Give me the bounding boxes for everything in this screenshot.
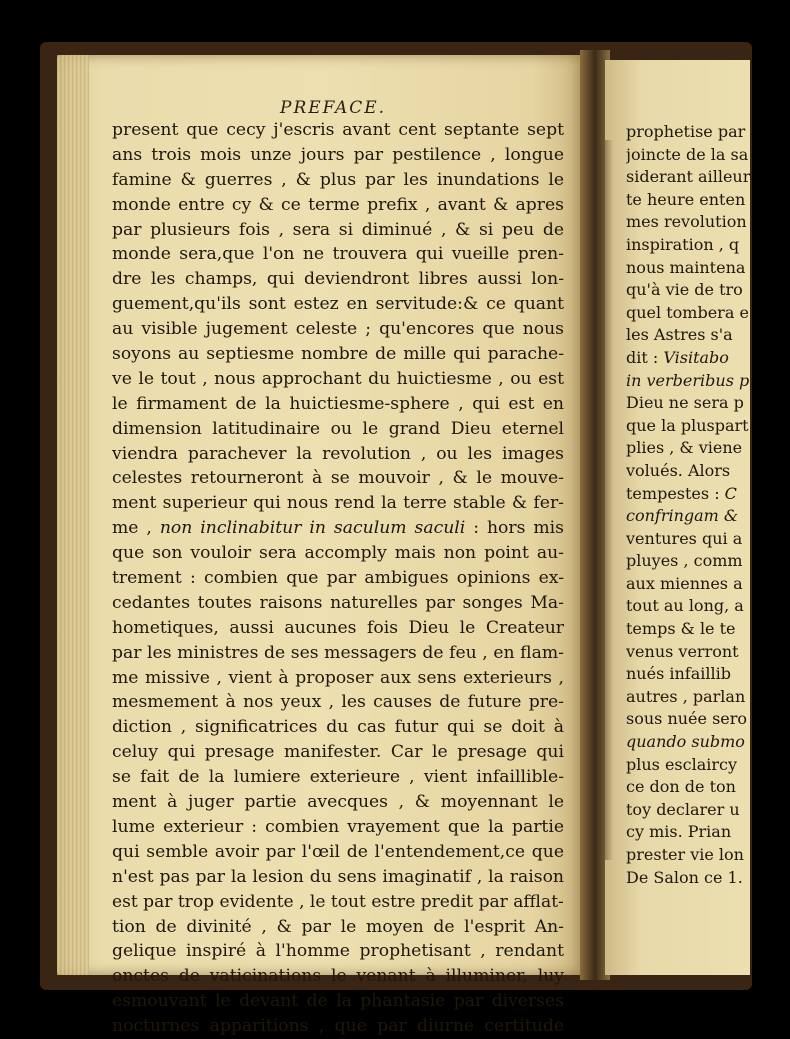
text-run: joincte de la sa [626, 144, 749, 164]
text-run: me missive , vient à proposer aux sens exterieurs , [112, 667, 564, 688]
text-run: dimension latitudinaire ou le grand Dieu eternel [112, 418, 564, 439]
text-line [626, 483, 756, 506]
text-line [112, 566, 564, 591]
text-line [112, 168, 564, 193]
text-run: me , [112, 518, 152, 539]
text-line [626, 573, 756, 596]
italic-run: C [724, 483, 737, 503]
text-run: temps & le te [626, 619, 736, 639]
text-line [112, 317, 564, 342]
text-line [626, 279, 756, 302]
text-line [626, 347, 756, 370]
text-line [112, 840, 564, 865]
text-line [626, 731, 756, 754]
text-line [626, 415, 756, 438]
text-line [112, 989, 564, 1014]
text-line [626, 754, 756, 777]
text-line [626, 437, 756, 460]
text-run: dit : [626, 347, 664, 367]
text-line [112, 267, 564, 292]
italic-run: in verberibus p [626, 370, 750, 390]
text-line [626, 844, 756, 867]
text-run: mes revolution [626, 212, 747, 232]
text-run: dre les champs, qui deviendront libres aussi lon- [112, 269, 564, 290]
text-run: par les ministres de ses messagers de feu , en flam- [112, 642, 564, 663]
text-line [626, 121, 756, 144]
text-line [112, 466, 564, 491]
text-line [626, 144, 756, 167]
text-run: volués. Alors [626, 460, 731, 480]
text-line [626, 641, 756, 664]
text-line [112, 915, 564, 940]
text-line [112, 591, 564, 616]
text-line [112, 666, 564, 691]
text-line [626, 867, 756, 890]
text-run: nocturnes apparitions , que par diurne certitude [112, 1016, 564, 1037]
text-line [626, 211, 756, 234]
text-line [626, 708, 756, 731]
italic-run: Visitabo [663, 347, 729, 367]
text-line [112, 292, 564, 317]
text-run: pluyes , comm [626, 551, 743, 571]
text-run: ve le tout , nous approchant du huictiesme , ou est [112, 368, 564, 389]
text-run: ment superieur qui nous rend la terre stable & fer- [112, 493, 564, 514]
text-run: nués infaillib [626, 664, 731, 684]
italic-run: quando submo [626, 732, 745, 752]
text-run: monde entre cy & ce terme prefix , avant & apres [112, 194, 564, 215]
text-line [112, 516, 564, 541]
text-run: lume exterieur : combien vrayement que la partie [112, 816, 564, 837]
text-line [626, 324, 756, 347]
italic-run: confringam & [626, 506, 739, 526]
text-line [112, 865, 564, 890]
text-run: : hors mis [473, 518, 564, 539]
text-run: Dieu ne sera p [626, 393, 744, 413]
text-run: ment à juger partie avecques , & moyennant le [112, 792, 564, 813]
text-line [112, 690, 564, 715]
text-run: par plusieurs fois , sera si diminué , & si peu de [112, 219, 564, 240]
text-run: au visible jugement celeste ; qu'encores que nous [112, 319, 564, 340]
text-line [626, 776, 756, 799]
text-line [626, 799, 756, 822]
text-line [112, 616, 564, 641]
text-line [626, 821, 756, 844]
text-line [626, 257, 756, 280]
text-line [112, 417, 564, 442]
text-line [112, 765, 564, 790]
text-run: quel tombera e [626, 302, 749, 322]
text-line [626, 595, 756, 618]
text-run: nous maintena [626, 257, 746, 277]
text-line [112, 218, 564, 243]
text-line [112, 790, 564, 815]
text-line [626, 618, 756, 641]
text-line [626, 550, 756, 573]
text-run: venus verront [626, 641, 739, 661]
text-line [626, 302, 756, 325]
text-line [112, 143, 564, 168]
text-line [626, 234, 756, 257]
text-line [626, 505, 756, 528]
text-line [626, 686, 756, 709]
text-run: present que cecy j'escris avant cent septante sept [112, 120, 564, 140]
text-run: diction , significatrices du cas futur qui se doit à [112, 717, 564, 738]
text-run: le firmament de la huictiesme-sphere , qui est en [112, 393, 564, 414]
text-run: siderant ailleur [626, 167, 751, 187]
text-run: ventures qui a [626, 528, 743, 548]
text-run: famine & guerres , & plus par les inundations le [112, 169, 564, 190]
text-run: mesmement à nos yeux , les causes de future pre- [112, 692, 564, 713]
text-line [112, 491, 564, 516]
text-line [112, 740, 564, 765]
text-line [112, 242, 564, 267]
text-run: autres , parlan [626, 686, 746, 706]
text-line [112, 815, 564, 840]
text-run: tion de divinité , & par le moyen de l'esprit An- [112, 916, 564, 937]
text-line [626, 528, 756, 551]
text-run: ce don de ton [626, 777, 736, 797]
text-line [112, 1014, 564, 1039]
text-run: est par trop evidente , le tout estre predit par afflat- [112, 891, 564, 912]
text-line [112, 342, 564, 367]
text-run: De Salon ce 1. [626, 867, 743, 887]
text-run: prophetise par [626, 122, 746, 141]
page-shadow [605, 140, 613, 860]
text-run: sous nuée sero [626, 709, 748, 729]
text-run: ans trois mois unze jours par pestilence , longue [112, 144, 564, 165]
text-line [112, 890, 564, 915]
text-run: n'est pas par la lesion du sens imaginatif , la raison [112, 866, 564, 887]
text-run: soyons au septiesme nombre de mille qui parache- [112, 344, 564, 365]
text-line [112, 715, 564, 740]
text-run: que la pluspart [626, 415, 749, 435]
text-run: aux miennes a [626, 573, 743, 593]
running-head: PREFACE. [280, 98, 387, 118]
text-run: celuy qui presage manifester. Car le presage qui [112, 742, 564, 763]
text-run: hometiques, aussi aucunes fois Dieu le Createur [112, 617, 564, 638]
text-run: se fait de la lumiere exterieure , vient infaillible- [112, 767, 564, 788]
text-line [112, 964, 564, 989]
text-run: celestes retourneront à se mouvoir , & le mouve- [112, 468, 564, 489]
right-page-text [626, 121, 756, 889]
text-run: trement : combien que par ambigues opinions ex- [112, 568, 564, 589]
text-run: toy declarer u [626, 799, 740, 819]
text-run: te heure enten [626, 189, 746, 209]
text-line [626, 663, 756, 686]
text-run: cedantes toutes raisons naturelles par songes Ma- [112, 592, 564, 613]
italic-run: non inclinabitur in saculum saculi [159, 518, 466, 539]
text-run: gelique inspiré à l'homme prophetisant , rendant [112, 941, 564, 962]
text-run: qu'à vie de tro [626, 280, 743, 300]
text-run: qui semble avoir par l'œil de l'entendement,ce que [112, 841, 564, 862]
text-run: esmouvant le devant de la phantasie par diverses [112, 991, 564, 1012]
text-line [112, 392, 564, 417]
text-line [626, 392, 756, 415]
text-run: que son vouloir sera accomply mais non point au- [112, 543, 564, 564]
text-run: plus esclaircy [626, 754, 738, 774]
text-line [112, 118, 564, 143]
text-run: inspiration , q [626, 234, 740, 254]
text-line [112, 367, 564, 392]
text-run: monde sera,que l'on ne trouvera qui vueille pren- [112, 244, 564, 265]
text-line [112, 541, 564, 566]
text-line [112, 442, 564, 467]
text-run: tempestes : [626, 483, 725, 503]
text-run: cy mis. Prian [626, 822, 732, 842]
text-line [626, 189, 756, 212]
text-run: viendra parachever la revolution , ou les images [112, 443, 564, 464]
text-line [626, 460, 756, 483]
text-run: plies , & viene [626, 438, 743, 458]
text-line [626, 370, 756, 393]
text-run: prester vie lon [626, 845, 744, 864]
text-run: tout au long, a [626, 596, 744, 616]
text-line [112, 939, 564, 964]
text-run: onctes de vaticinations le venant à illuminer, luy [112, 966, 564, 987]
text-run: guement,qu'ils sont estez en servitude:& ce quant [112, 294, 564, 315]
text-line [112, 193, 564, 218]
left-page-text [112, 118, 564, 1039]
text-line [112, 641, 564, 666]
text-run: les Astres s'a [626, 325, 733, 345]
text-line [626, 166, 756, 189]
